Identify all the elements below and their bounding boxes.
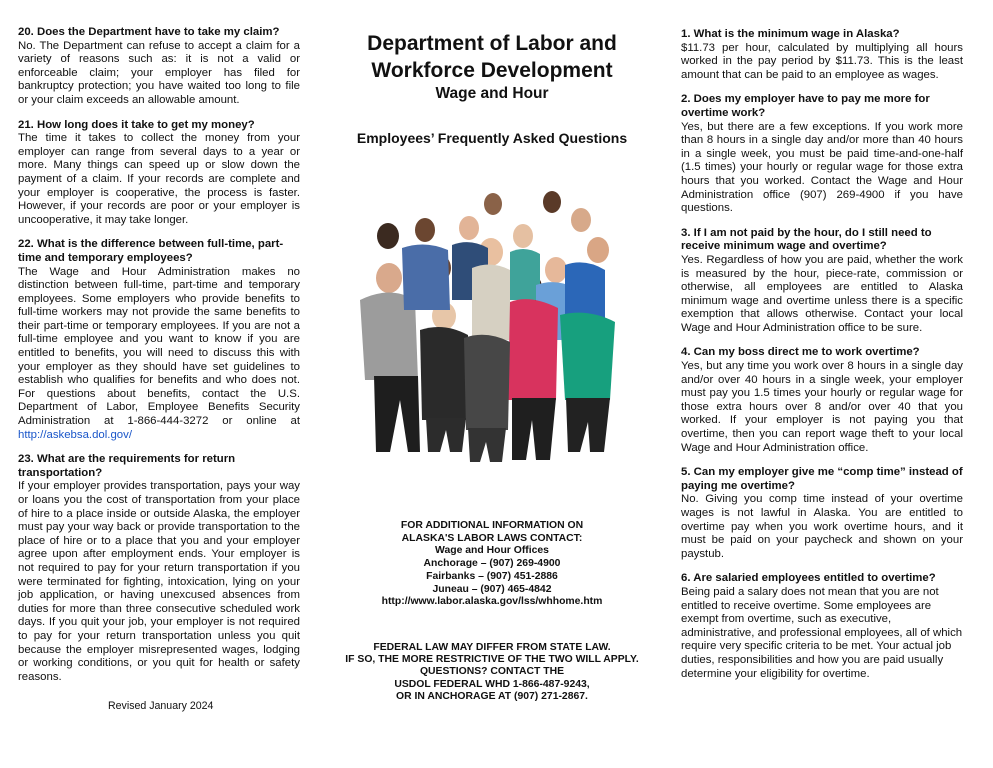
federal-line: FEDERAL LAW MAY DIFFER FROM STATE LAW. xyxy=(373,642,611,653)
faq-answer-text: The Wage and Hour Administration makes no distinction between full-time, part-time and temporary employees. Some employers who provide benefits to full-time workers may not provide the same benefits to their part-time or temporary employees. If you are not a full-time employee and you want to know if you are entitled to benefits, you will need to discuss this with your employer as they should have set guidelines to establish who qualifies for benefits and who does not. For questions about benefits, contact the U.S. Department of Labor, Employee Benefits Security Administration at 1-866-444-3272 or online at xyxy=(18,265,300,428)
faq-question: 1. What is the minimum wage in Alaska? xyxy=(681,28,900,40)
faq-question: 5. Can my employer give me “comp time” instead of paying me overtime? xyxy=(681,466,963,492)
faq-answer xyxy=(681,572,963,681)
faq-question: 22. What is the difference between full-time, part-time and temporary employees? xyxy=(18,238,284,264)
page-title-line2: Workforce Development xyxy=(371,59,613,82)
askebsa-link[interactable]: http://askebsa.dol.gov/ xyxy=(18,428,132,441)
federal-line: USDOL FEDERAL WHD 1-866-487-9243, xyxy=(394,678,590,690)
page-title-line1: Department of Labor and xyxy=(367,32,617,55)
federal-notice xyxy=(336,642,648,703)
faq-answer: Yes, but any time you work over 8 hours in a single day and/or over 40 hours in a single week, your employer must pay you 1.5 times your hourly or regular wage for those extra hours over 8 and/or over 40 that you worked. If your employer is not paying you that overtime, then you can report wage theft to your local Wage and Hour Administration office. xyxy=(681,360,963,454)
faq-question: 23. What are the requirements for return transportation? xyxy=(18,453,236,479)
faq-answer: No. The Department can refuse to accept a claim for a variety of reasons such as: it is not a valid or enforceable claim; your employer has filed for bankruptcy protection; you have waited too long to file or your claim exceeds an allowable amount. xyxy=(18,39,300,106)
faq-4 xyxy=(681,346,963,455)
faq-5 xyxy=(681,466,963,561)
faq-6 xyxy=(681,572,963,681)
page-subtitle: Employees’ Frequently Asked Questions xyxy=(356,130,628,146)
contact-line: Wage and Hour Offices xyxy=(435,545,549,557)
faq-answer: If your employer provides transportation, pays your way or loans you the cost of transportation from your place of hire to a place inside or outside Alaska, the employer must pay your way back or provide transportation to the place of hire or to a place that you and your employer agree upon after employment ends. Your employer is not required to pay for your return transportation if you were terminated for fighting, intoxication, lying on your job application, or having unexcused absences from duties for more than three consecutive scheduled work days. If you quit your job, your employer is not required to pay for your return transportation unless you quit because the employer misrepresented wages, lodging or working conditions, or you quit for health or safety reasons. xyxy=(18,480,300,683)
faq-question: 3. If I am not paid by the hour, do I still need to receive minimum wage and overtime? xyxy=(681,226,932,253)
left-column xyxy=(18,26,300,695)
faq-23 xyxy=(18,453,300,684)
faq-3 xyxy=(681,227,963,336)
faq-answer-text: Being paid a salary does not mean that you are not entitled to receive overtime. Some employees are exempt from overtime, such as executive, administrative, and professional employees, all of which require very specific criteria to be met. Your actual job duties, responsibilities and how you are paid usually determine your eligibility for overtime. xyxy=(681,585,963,680)
middle-column xyxy=(336,30,648,146)
faq-question: 20. Does the Department have to take my claim? xyxy=(18,26,280,38)
right-column xyxy=(681,28,963,692)
faq-2 xyxy=(681,93,963,215)
contact-line: Anchorage – (907) 269-4900 xyxy=(423,558,561,570)
contact-line: Fairbanks – (907) 451-2886 xyxy=(426,570,558,582)
faq-21 xyxy=(18,119,300,228)
federal-line: OR IN ANCHORAGE AT (907) 271-2867. xyxy=(396,690,588,702)
faq-answer: No. Giving you comp time instead of your overtime wages is not lawful in Alaska. You are entitled to overtime pay when you work overtime hours, and it must be paid on your paycheck and shown on your paystub. xyxy=(681,493,963,560)
contact-info xyxy=(336,520,648,609)
contact-website: http://www.labor.alaska.gov/lss/whhome.htm xyxy=(381,596,603,608)
faq-answer xyxy=(18,266,300,443)
contact-line: ALASKA'S LABOR LAWS CONTACT: xyxy=(401,532,583,544)
faq-question: 21. How long does it take to get my money? xyxy=(18,118,255,131)
faq-answer: Yes, but there are a few exceptions. If you work more than 8 hours in a single day and/or more than 40 hours in a single week, you must be paid time-and-one-half (1.5 times) your hourly or regular wage for those extra hours that you worked. Contact the Wage and Hour Administration office (907) 269-4900 if you have questions. xyxy=(681,120,963,215)
group-of-employees-photo xyxy=(360,190,630,465)
page-title-line3: Wage and Hour xyxy=(435,85,549,102)
faq-20 xyxy=(18,26,300,108)
person-silhouettes xyxy=(360,191,615,462)
faq-22 xyxy=(18,238,300,442)
faq-answer: Yes. Regardless of how you are paid, whether the work is measured by the hour, piece-rate, commission or otherwise, all employees are entitled to Alaska minimum wage and overtime unless there is a specific exemption that allows otherwise. Contact your local Wage and Hour Administration office to be sure. xyxy=(681,253,963,334)
contact-line: Juneau – (907) 465-4842 xyxy=(432,583,552,595)
faq-1 xyxy=(681,28,963,82)
revised-date: Revised January 2024 xyxy=(108,700,214,712)
faq-question: 4. Can my boss direct me to work overtime? xyxy=(681,346,920,359)
contact-line: FOR ADDITIONAL INFORMATION ON xyxy=(400,520,584,531)
federal-line: IF SO, THE MORE RESTRICTIVE OF THE TWO WILL APPLY. xyxy=(345,654,639,666)
faq-answer: The time it takes to collect the money from your employer can range from several days to a year or more. Many things can speed up or slow down the payment of a claim. If your records are complete and your employer is cooperative, the process is faster. However, if your records are poor or your employer is uncooperative, it may take longer. xyxy=(18,132,300,226)
federal-line: QUESTIONS? CONTACT THE xyxy=(419,666,565,678)
faq-answer: $11.73 per hour, calculated by multiplying all hours worked in the pay period by $11.73. This is the least amount that can be paid to an employee as wages. xyxy=(681,41,963,81)
faq-question: 2. Does my employer have to pay me more for overtime work? xyxy=(681,93,930,119)
faq-question: 6. Are salaried employees entitled to overtime? xyxy=(681,572,936,585)
